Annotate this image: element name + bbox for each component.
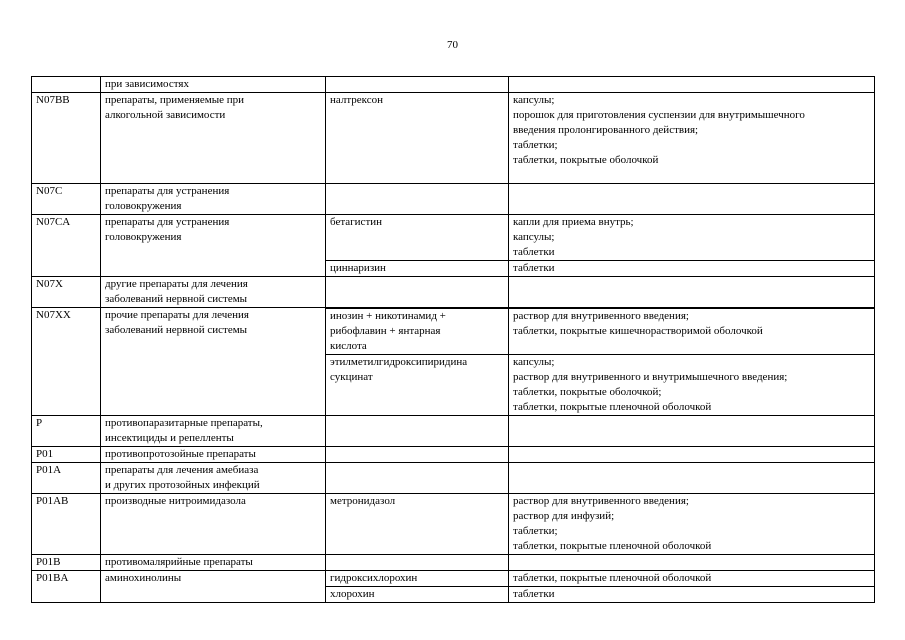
page-number: 70 (447, 39, 458, 51)
atc-code-cell (32, 77, 101, 93)
group-cell: препараты для лечения амебиаза и других протозойных инфекций (101, 463, 326, 494)
drug-cell: этилметилгидроксипиридина сукцинат (326, 355, 509, 416)
atc-code-cell: N07C (32, 184, 101, 215)
group-cell: другие препараты для лечения заболеваний нервной системы (101, 277, 326, 308)
group-cell: противопротозойные препараты (101, 447, 326, 463)
forms-cell: капсулы; порошок для приготовления суспензии для внутримышечного введения пролонгированного действия; таблетки; таблетки, покрытые оболочкой (509, 93, 875, 184)
group-cell: аминохинолины (101, 571, 326, 603)
drug-cell (326, 277, 509, 308)
drug-cell: циннаризин (326, 261, 509, 277)
drug-cell: налтрексон (326, 93, 509, 184)
forms-cell: таблетки (509, 587, 875, 603)
atc-code-cell: P01BA (32, 571, 101, 603)
atc-code-cell: N07BB (32, 93, 101, 184)
table-row (32, 184, 875, 215)
drug-cell: бетагистин (326, 215, 509, 261)
forms-cell (509, 416, 875, 447)
group-cell: производные нитроимидазола (101, 494, 326, 555)
table-row (32, 463, 875, 494)
forms-cell (509, 77, 875, 93)
forms-cell (509, 447, 875, 463)
table-row (32, 215, 875, 261)
drug-cell: инозин + никотинамид + рибофлавин + янтарная кислота (326, 309, 509, 355)
forms-cell (509, 184, 875, 215)
forms-cell: таблетки (509, 261, 875, 277)
table-row (32, 77, 875, 93)
atc-code-cell: P01A (32, 463, 101, 494)
group-cell: препараты, применяемые при алкогольной зависимости (101, 93, 326, 184)
atc-code-cell: N07CA (32, 215, 101, 277)
drug-cell (326, 416, 509, 447)
forms-cell (509, 463, 875, 494)
drug-cell: метронидазол (326, 494, 509, 555)
drug-cell (326, 447, 509, 463)
table-row (32, 93, 875, 184)
drug-cell: хлорохин (326, 587, 509, 603)
table-row (32, 555, 875, 571)
atc-code-cell: P01 (32, 447, 101, 463)
drug-cell (326, 184, 509, 215)
drug-cell: гидроксихлорохин (326, 571, 509, 587)
group-cell: прочие препараты для лечения заболеваний нервной системы (101, 308, 326, 416)
forms-cell (509, 277, 875, 308)
atc-code-cell: P (32, 416, 101, 447)
group-cell: при зависимостях (101, 77, 326, 93)
atc-code-cell: P01B (32, 555, 101, 571)
group-cell: препараты для устранения головокружения (101, 184, 326, 215)
group-cell: препараты для устранения головокружения (101, 215, 326, 277)
table-row (32, 277, 875, 308)
group-cell: противомалярийные препараты (101, 555, 326, 571)
group-cell: противопаразитарные препараты, инсектициды и репелленты (101, 416, 326, 447)
forms-cell: капли для приема внутрь; капсулы; таблетки (509, 215, 875, 261)
atc-code-cell: N07X (32, 277, 101, 308)
medication-table (31, 76, 875, 603)
drug-cell (326, 77, 509, 93)
atc-code-cell: P01AB (32, 494, 101, 555)
forms-cell: раствор для внутривенного введения; таблетки, покрытые кишечнорастворимой оболочкой (509, 309, 875, 355)
drug-cell (326, 555, 509, 571)
table-row (32, 571, 875, 587)
forms-cell: капсулы; раствор для внутривенного и внутримышечного введения; таблетки, покрытые оболочкой; таблетки, покрытые пленочной оболочкой (509, 355, 875, 416)
table-row (32, 416, 875, 447)
forms-cell: таблетки, покрытые пленочной оболочкой (509, 571, 875, 587)
forms-cell: раствор для внутривенного введения; раствор для инфузий; таблетки; таблетки, покрытые пленочной оболочкой (509, 494, 875, 555)
drug-cell (326, 463, 509, 494)
table-row (32, 494, 875, 555)
forms-cell (509, 555, 875, 571)
atc-code-cell: N07XX (32, 308, 101, 416)
table-row (32, 447, 875, 463)
